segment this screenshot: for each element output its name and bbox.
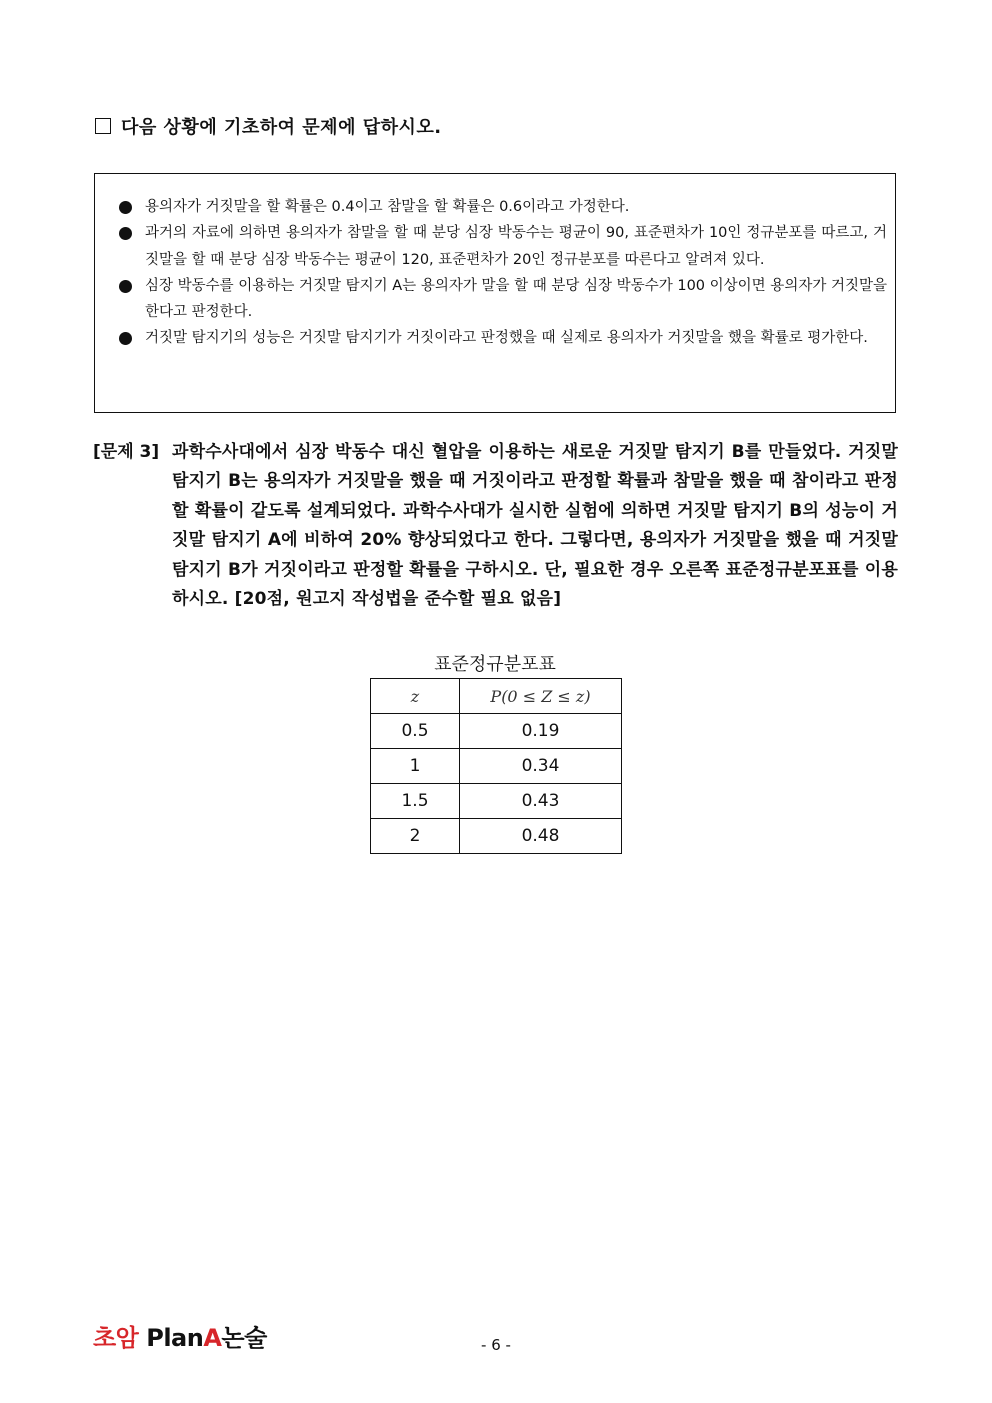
header-z: z bbox=[371, 679, 460, 714]
condition-text: 거짓말 탐지기의 성능은 거짓말 탐지기가 거짓이라고 판정했을 때 실제로 용의자가 거짓말을 했을 확률로 평가한다. bbox=[145, 330, 868, 347]
brand-logo bbox=[93, 1318, 267, 1353]
conditions-list bbox=[119, 194, 887, 352]
z-value: 1.5 bbox=[371, 784, 460, 819]
probability-value: 0.34 bbox=[460, 749, 622, 784]
table-row bbox=[371, 819, 622, 854]
table-row bbox=[371, 784, 622, 819]
logo-plan: Plan bbox=[146, 1324, 204, 1352]
table-row bbox=[371, 749, 622, 784]
z-value: 0.5 bbox=[371, 714, 460, 749]
table-header-row bbox=[371, 679, 622, 714]
problem-label: [문제 3] bbox=[93, 442, 160, 462]
condition-text: 용의자가 거짓말을 할 확률은 0.4이고 참말을 할 확률은 0.6이라고 가정한다. bbox=[145, 199, 630, 215]
condition-text: 과거의 자료에 의하면 용의자가 참말을 할 때 분당 심장 박동수는 평균이 90, 표준편차가 10인 정규분포를 따르고, 거짓말을 할 때 분당 심장 박동수는 평균이 120, 표준편차가 20인 정규분포를 따른다고 알려져 있다. bbox=[145, 225, 887, 268]
probability-value: 0.43 bbox=[460, 784, 622, 819]
bullet-icon bbox=[119, 280, 132, 293]
bullet-icon bbox=[119, 201, 132, 214]
bullet-icon bbox=[119, 227, 132, 240]
problem-text: 과학수사대에서 심장 박동수 대신 혈압을 이용하는 새로운 거짓말 탐지기 B를 만들었다. 거짓말 탐지기 B는 용의자가 거짓말을 했을 때 거짓이라고 판정할 확률과 참말을 했을 때 참이라고 판정할 확률이 같도록 설계되었다. 과학수사대가 실시한 실험에 의하면 거짓말 탐지기 B의 성능이 거짓말 탐지기 A에 비하여 20% 향상되었다고 한다. 그렇다면, 용의자가 거짓말을 했을 때 거짓말 탐지기 B가 거짓이라고 판정할 확률을 구하시오. 단, 필요한 경우 오른쪽 표준정규분포표를 이용하시오. [20점, 원고지 작성법을 준수할 필요 없음] bbox=[172, 442, 898, 610]
condition-text: 심장 박동수를 이용하는 거짓말 탐지기 A는 용의자가 말을 할 때 분당 심장 박동수가 100 이상이면 용의자가 거짓말을 한다고 판정한다. bbox=[145, 277, 887, 321]
problem-block bbox=[93, 438, 898, 614]
logo-a: A bbox=[203, 1324, 222, 1352]
probability-value: 0.19 bbox=[460, 714, 622, 749]
table-row bbox=[371, 714, 622, 749]
checkbox-square-icon bbox=[95, 118, 111, 134]
z-value: 1 bbox=[371, 749, 460, 784]
instruction-text: 다음 상황에 기초하여 문제에 답하시오. bbox=[121, 117, 442, 138]
logo-suffix: 논술 bbox=[221, 1324, 267, 1352]
condition-item bbox=[119, 325, 887, 351]
condition-item bbox=[119, 220, 887, 273]
instruction-heading bbox=[95, 113, 442, 139]
standard-normal-table bbox=[370, 678, 622, 854]
page-number: - 6 - bbox=[481, 1336, 511, 1354]
ztable-title: 표준정규분포표 bbox=[434, 654, 556, 675]
conditions-box bbox=[94, 173, 896, 413]
condition-item bbox=[119, 194, 887, 220]
z-value: 2 bbox=[371, 819, 460, 854]
probability-value: 0.48 bbox=[460, 819, 622, 854]
condition-item bbox=[119, 273, 887, 326]
header-probability: P(0 ≤ Z ≤ z) bbox=[460, 679, 622, 714]
bullet-icon bbox=[119, 332, 132, 345]
logo-prefix: 초암 bbox=[93, 1324, 139, 1352]
